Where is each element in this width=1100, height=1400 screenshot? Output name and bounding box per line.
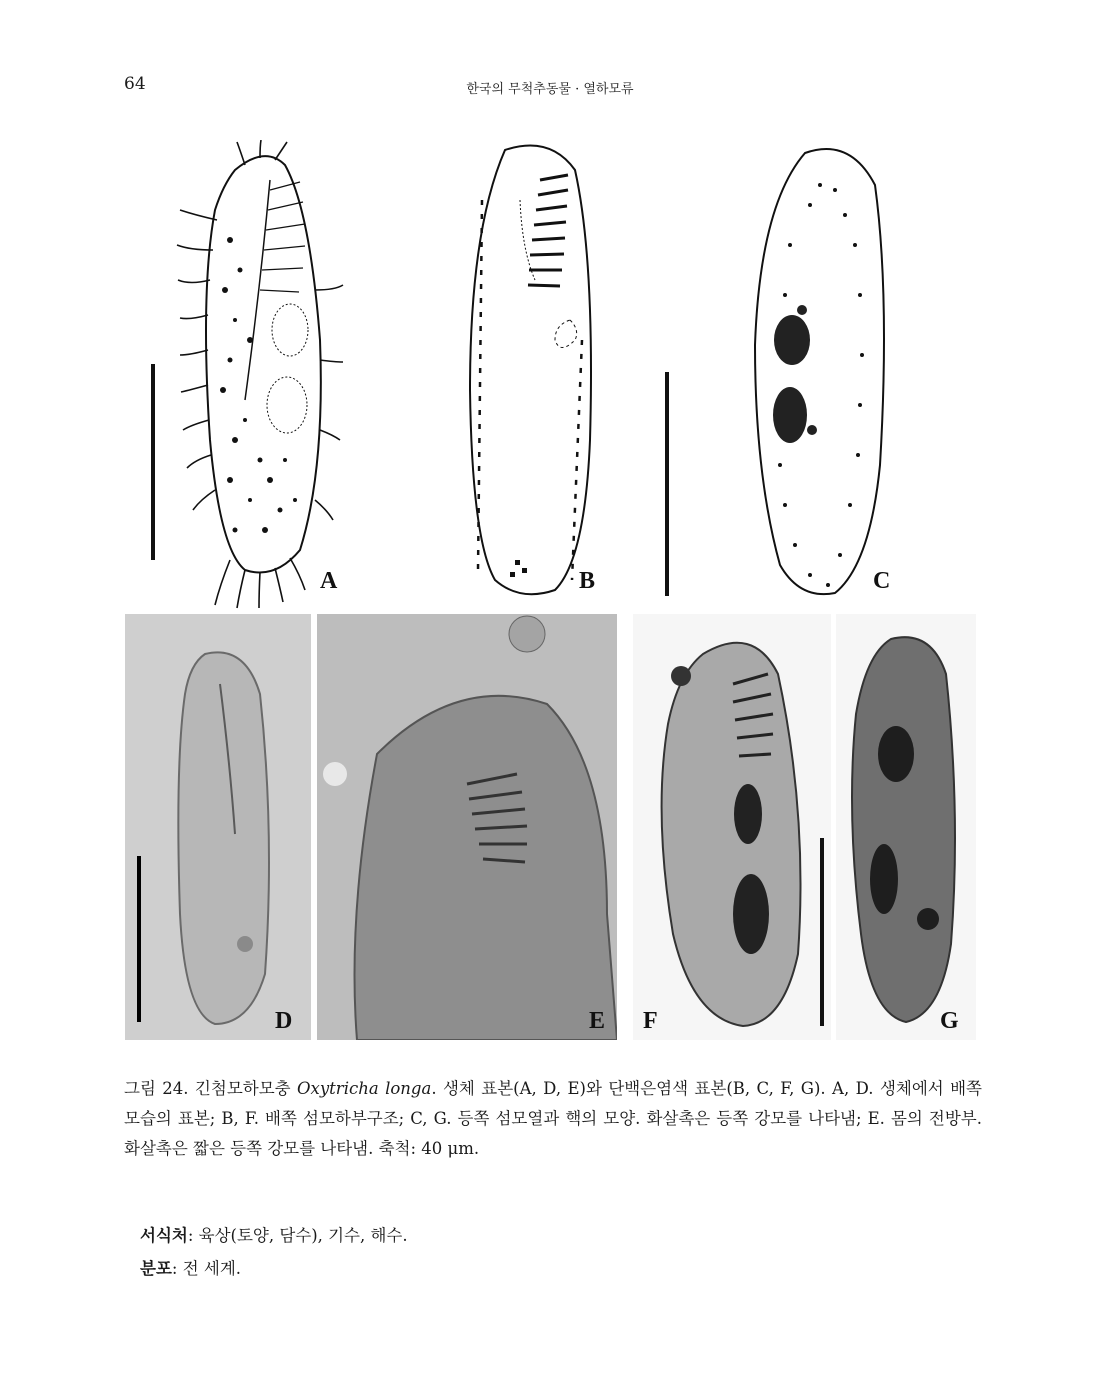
scale-bar-a [151,364,155,560]
caption-prefix: 그림 24. 긴첨모하모충 [124,1079,298,1098]
page-number: 64 [124,74,146,94]
habitat-value: : 육상(토양, 담수), 기수, 해수. [187,1226,408,1245]
distribution-line [140,1255,241,1279]
caption-species: Oxytricha longa [297,1079,432,1098]
panel-label-d: D [275,1008,293,1034]
scale-bar-d [137,856,141,1022]
panel-label-g: G [940,1008,959,1034]
caption-unit: μm. [447,1139,480,1158]
habitat-line [140,1222,408,1246]
panel-label-a: A [320,568,338,594]
panel-b-drawing [460,140,600,600]
panel-c-drawing [750,145,890,600]
photo-e [317,614,617,1040]
panel-label-b: B [579,568,596,594]
photo-g [836,614,976,1040]
distribution-value: : 전 세계. [171,1259,242,1278]
running-header: 한국의 무척추동물 · 열하모류 [466,82,634,97]
scale-bar-fg [820,838,824,1026]
panel-label-f: F [643,1008,658,1034]
photo-d [125,614,311,1040]
scale-bar-c [665,372,669,596]
habitat-label: 서식처 [140,1226,188,1245]
figure-caption [124,1074,982,1164]
photo-f [633,614,831,1040]
panel-label-c: C [873,568,891,594]
caption-text: . 생체 표본(A, D, E)와 단백은염색 표본(B, C, F, G). A, D. 생체에서 배쪽 모습의 표본; B, F. 배쪽 섬모하부구조; C, G. 등쪽 섬모열과 핵의 모양. 화살촉은 등쪽 강모를 나타냄; E. 몸의 전방부. 화살촉은 짧은 등쪽 강모를 나타냄. 축척: 40 [124,1079,982,1158]
distribution-label: 분포 [140,1259,172,1278]
panel-a-drawing [175,140,345,610]
panel-label-e: E [589,1008,606,1034]
